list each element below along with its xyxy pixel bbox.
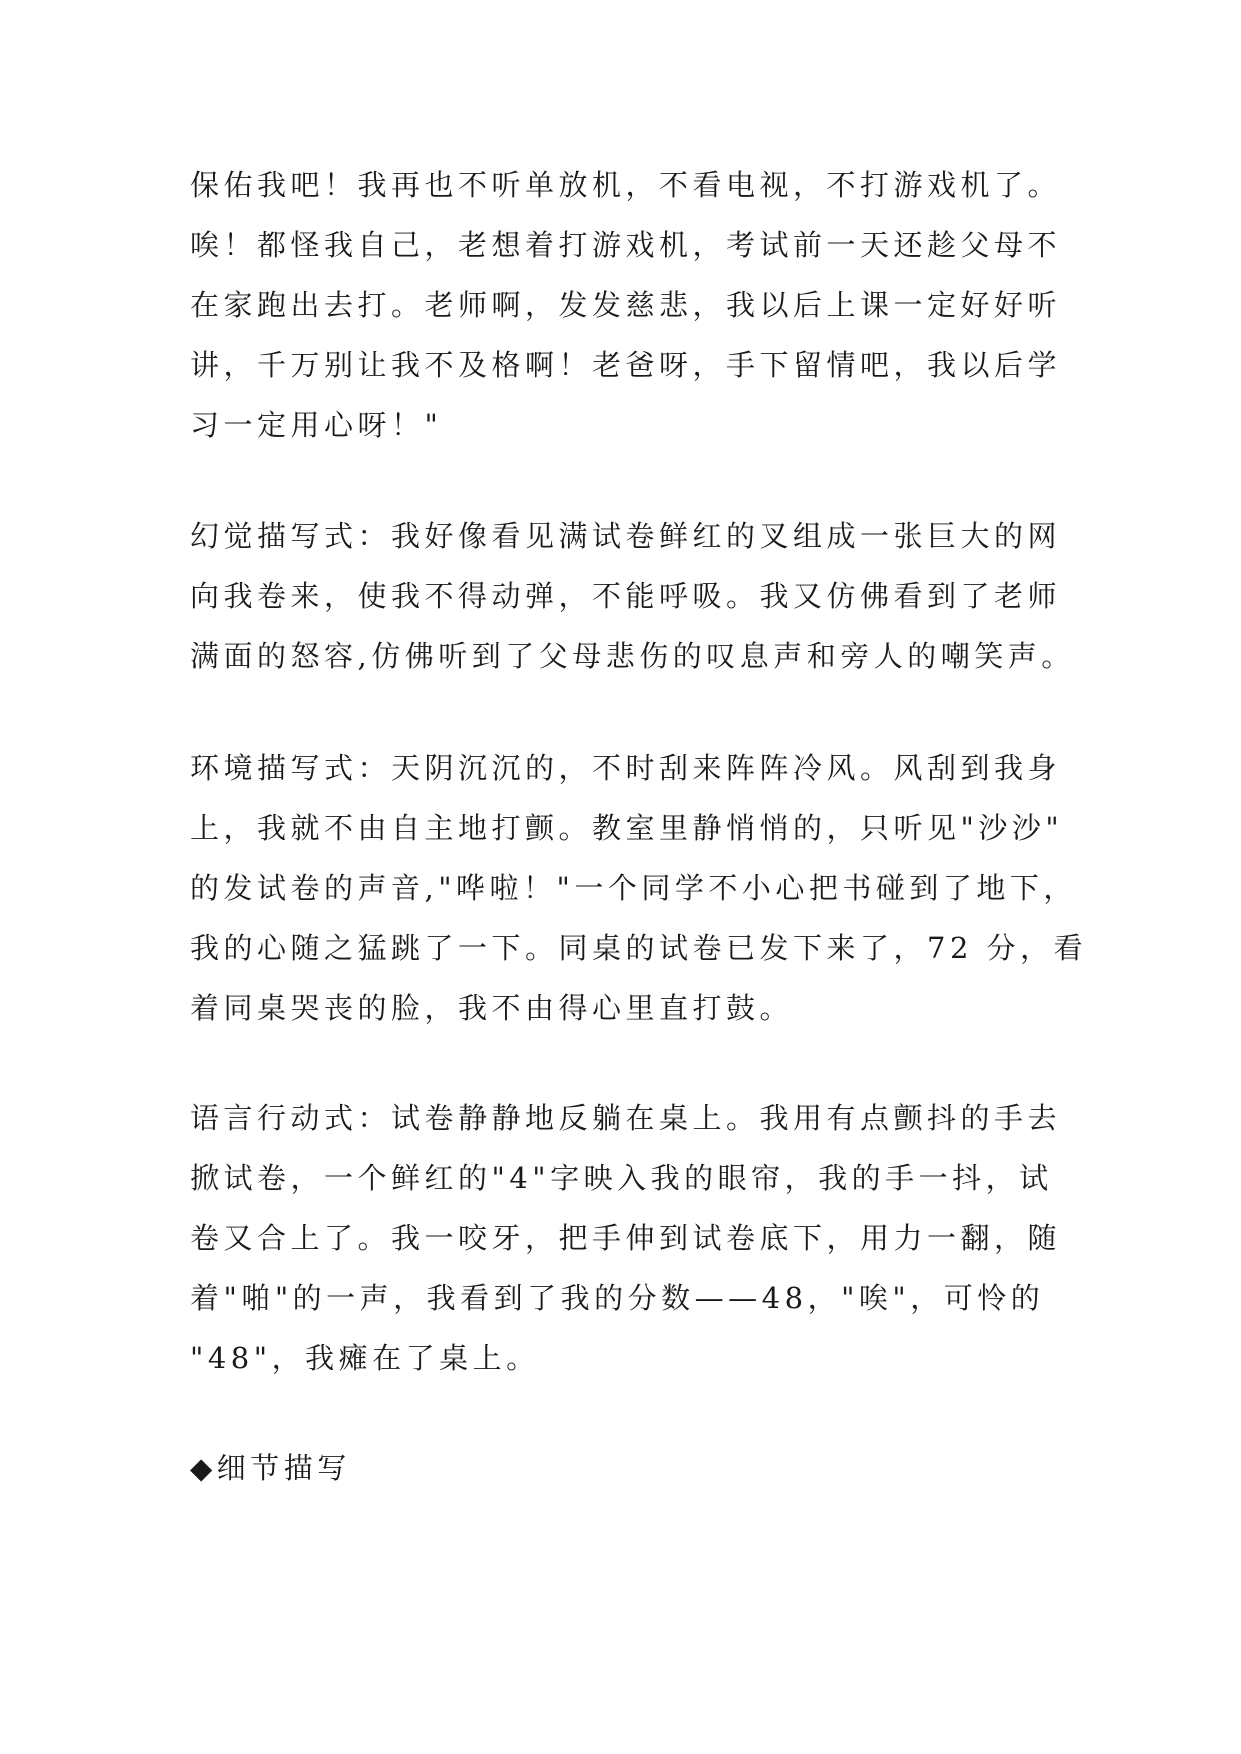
text-line: 上，我就不由自主地打颤。教室里静悄悄的，只听见"沙沙" [190,811,1064,845]
paragraph-speech-action [190,1088,1070,1388]
text-line: 的发试卷的声音,"哗啦！"一个同学不小心把书碰到了地下， [190,871,1077,905]
text-line: 习一定用心呀！" [190,408,443,442]
text-line: "48"，我瘫在了桌上。 [190,1341,540,1375]
section-heading-detail [190,1438,1070,1498]
text-line: 着"啪"的一声，我看到了我的分数——48，"唉"，可怜的 [190,1281,1045,1315]
text-line: 唉！都怪我自己，老想着打游戏机，考试前一天还趁父母不 [190,228,1062,262]
text-line: 讲，千万别让我不及格啊！老爸呀，手下留情吧，我以后学 [190,348,1062,382]
text-line: 保佑我吧！我再也不听单放机，不看电视，不打游戏机了。 [190,168,1062,202]
text-line: 我的心随之猛跳了一下。同桌的试卷已发下来了，72 分，看 [190,931,1088,965]
paragraph-environment [190,738,1088,1038]
text-line: 掀试卷，一个鲜红的"4"字映入我的眼帘，我的手一抖，试 [190,1161,1053,1195]
text-line: 环境描写式：天阴沉沉的，不时刮来阵阵冷风。风刮到我身 [190,751,1062,785]
text-line: 卷又合上了。我一咬牙，把手伸到试卷底下，用力一翻，随 [190,1221,1062,1255]
text-line: 满面的怒容,仿佛听到了父母悲伤的叹息声和旁人的嘲笑声。 [190,639,1075,673]
paragraph-prayer [190,155,1070,455]
text-line: ◆细节描写 [190,1451,351,1485]
paragraph-hallucination [190,506,1075,686]
text-line: 语言行动式：试卷静静地反躺在桌上。我用有点颤抖的手去 [190,1101,1062,1135]
text-line: 幻觉描写式：我好像看见满试卷鲜红的叉组成一张巨大的网 [190,519,1062,553]
text-line: 向我卷来，使我不得动弹，不能呼吸。我又仿佛看到了老师 [190,579,1062,613]
text-line: 在家跑出去打。老师啊，发发慈悲，我以后上课一定好好听 [190,288,1062,322]
text-line: 着同桌哭丧的脸，我不由得心里直打鼓。 [190,991,794,1025]
